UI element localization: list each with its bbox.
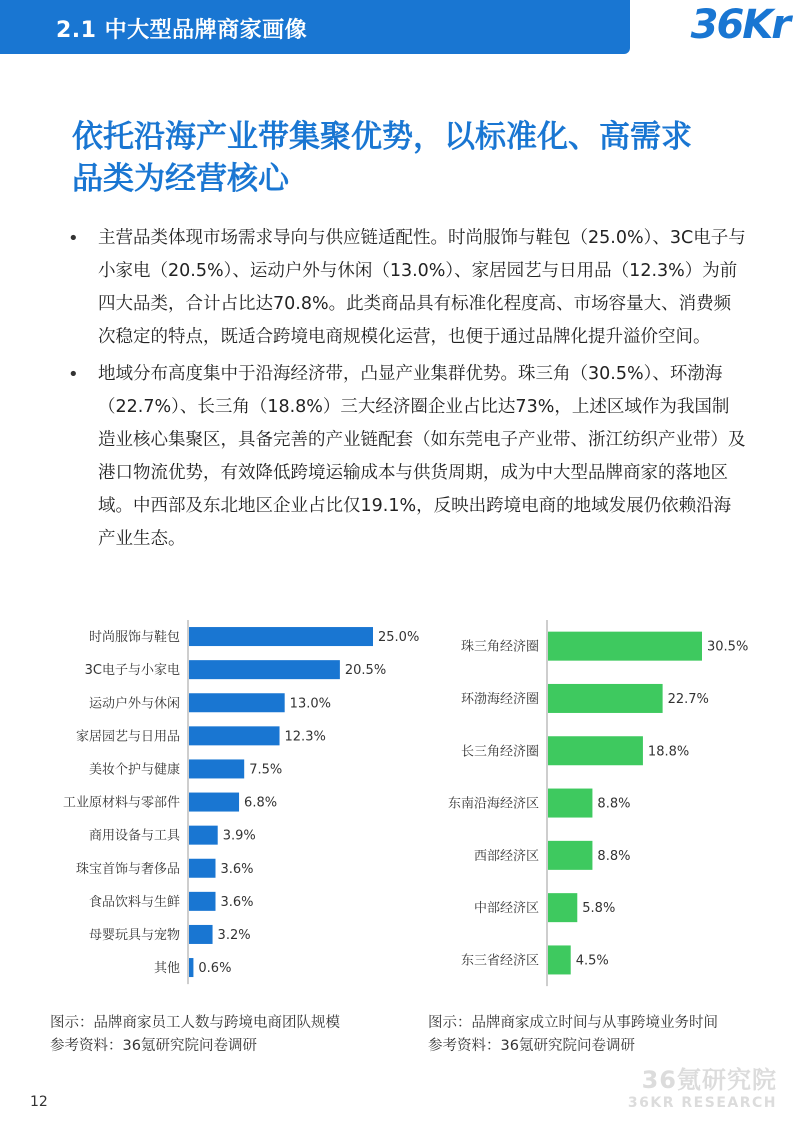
category-bar	[189, 726, 280, 745]
section-title: 2.1 中大型品牌商家画像	[56, 18, 308, 43]
category-bar-chart-svg	[0, 615, 440, 995]
region-bar	[548, 893, 577, 922]
region-value-label: 30.5%	[707, 639, 749, 655]
category-bar-chart	[0, 615, 440, 995]
category-bar	[189, 859, 215, 878]
bullet-item	[66, 222, 746, 354]
region-bar	[548, 945, 571, 974]
bullet-dot-icon: •	[68, 228, 79, 249]
region-value-label: 4.5%	[575, 953, 609, 969]
category-bar	[189, 925, 213, 944]
region-category-label: 珠三角经济圈	[460, 639, 539, 655]
category-value-label: 3.9%	[222, 828, 256, 844]
bullet-text: 地域分布高度集中于沿海经济带，凸显产业集群优势。珠三角（30.5%）、环渤海（22.7%）、长三角（18.8%）三大经济圈企业占比达73%，上述区域作为我国制造业核心集聚区，具备完善的产业链配套（如东莞电子产业带、浙江纺织产业带）及港口物流优势，有效降低跨境运输成本与供货周期，成为中大型品牌商家的落地区域。中西部及东北地区企业占比仅19.1%，反映出跨境电商的地域发展仍依赖沿海产业生态。	[98, 364, 746, 549]
category-value-label: 25.0%	[378, 630, 420, 646]
region-bar	[548, 632, 702, 661]
region-bar-chart	[420, 615, 793, 995]
category-bar	[189, 759, 244, 778]
category-bar	[189, 627, 373, 646]
category-bar	[189, 826, 218, 845]
region-value-label: 8.8%	[597, 848, 631, 864]
category-value-label: 3.2%	[217, 927, 251, 943]
region-value-label: 18.8%	[647, 744, 690, 760]
category-category-label: 美妆个护与健康	[88, 762, 180, 778]
region-value-label: 8.8%	[597, 796, 631, 812]
category-category-label: 时尚服饰与鞋包	[88, 630, 180, 646]
left-figure-caption: 图示：品牌商家员工人数与跨境电商团队规模	[50, 1015, 340, 1031]
category-value-label: 12.3%	[284, 729, 326, 745]
category-bar	[189, 793, 239, 812]
page-title-line-2: 品类为经营核心	[72, 161, 289, 197]
region-category-label: 东三省经济区	[460, 953, 539, 969]
page-title	[72, 116, 752, 200]
bullet-dot-icon: •	[68, 364, 79, 385]
bullet-item	[66, 358, 746, 556]
region-category-label: 东南沿海经济区	[447, 796, 539, 812]
region-category-label: 中部经济区	[473, 901, 539, 917]
category-category-label: 家居园艺与日用品	[75, 729, 180, 745]
region-value-label: 22.7%	[667, 691, 709, 707]
category-value-label: 3.6%	[220, 894, 254, 910]
category-category-label: 3C电子与小家电	[84, 663, 180, 679]
category-category-label: 母婴玩具与宠物	[88, 927, 180, 943]
region-bar	[548, 736, 643, 765]
watermark-en: 36KR RESEARCH	[627, 1095, 777, 1111]
category-category-label: 工业原材料与零部件	[62, 795, 180, 811]
region-bar	[548, 789, 592, 818]
header-bar	[0, 0, 630, 54]
category-bar	[189, 660, 340, 679]
watermark	[628, 1060, 777, 1111]
region-category-label: 长三角经济圈	[460, 744, 539, 760]
category-bar	[189, 693, 285, 712]
category-value-label: 0.6%	[198, 961, 232, 977]
right-figure-caption: 图示：品牌商家成立时间与从事跨境业务时间	[428, 1015, 718, 1031]
category-bar	[189, 892, 215, 911]
brand-logo: 36Kr	[690, 2, 789, 48]
bullet-list	[66, 222, 746, 560]
region-category-label: 西部经济区	[473, 848, 539, 864]
region-bar	[548, 841, 592, 870]
category-bar	[189, 958, 193, 977]
category-category-label: 食品饮料与生鲜	[88, 894, 180, 910]
category-value-label: 20.5%	[344, 663, 387, 679]
category-value-label: 7.5%	[249, 762, 283, 778]
category-category-label: 珠宝首饰与奢侈品	[75, 861, 180, 877]
region-value-label: 5.8%	[582, 901, 616, 917]
left-source-caption: 参考资料：36氪研究院问卷调研	[50, 1038, 257, 1054]
region-bar	[548, 684, 663, 713]
region-bar-chart-svg	[420, 615, 793, 995]
category-value-label: 13.0%	[289, 696, 331, 712]
category-value-label: 6.8%	[244, 795, 278, 811]
category-value-label: 3.6%	[220, 861, 254, 877]
region-category-label: 环渤海经济圈	[460, 691, 539, 707]
page-number: 12	[30, 1094, 48, 1110]
category-category-label: 其他	[153, 961, 180, 977]
bullet-text: 主营品类体现市场需求导向与供应链适配性。时尚服饰与鞋包（25.0%）、3C电子与小家电（20.5%）、运动户外与休闲（13.0%）、家居园艺与日用品（12.3%）为前四大品类，合计占比达70.8%。此类商品具有标准化程度高、市场容量大、消费频次稳定的特点，既适合跨境电商规模化运营，也便于通过品牌化提升溢价空间。	[98, 228, 746, 347]
category-category-label: 商用设备与工具	[88, 828, 180, 844]
category-category-label: 运动户外与休闲	[88, 696, 180, 712]
watermark-cn: 36氪研究院	[641, 1066, 777, 1094]
right-source-caption: 参考资料：36氪研究院问卷调研	[428, 1038, 635, 1054]
left-caption	[50, 1012, 340, 1058]
right-caption	[428, 1012, 718, 1058]
page-title-line-1: 依托沿海产业带集聚优势，以标准化、高需求	[72, 119, 692, 155]
